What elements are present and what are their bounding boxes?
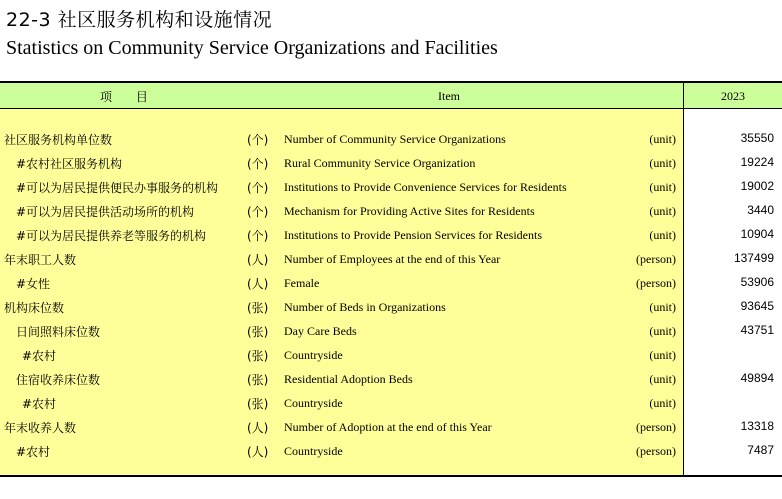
row-value-2023: 3440: [747, 203, 774, 217]
row-unit-en: (unit): [649, 396, 676, 410]
row-unit-en: (unit): [649, 348, 676, 362]
row-unit-en: (unit): [649, 204, 676, 218]
row-unit-en: (unit): [649, 300, 676, 314]
table-row: [0, 127, 782, 151]
row-value-2023: 53906: [740, 275, 774, 289]
row-unit-cn: (张): [247, 349, 269, 363]
row-unit-en: (unit): [649, 228, 676, 242]
row-value-2023: 35550: [740, 131, 774, 145]
table-row: [0, 319, 782, 343]
row-unit-cn: (个): [247, 133, 269, 147]
row-label-cn: #可以为居民提供养老等服务的机构: [16, 229, 207, 243]
row-label-en: Countryside: [284, 396, 343, 410]
table-row: [0, 223, 782, 247]
row-unit-cn: (个): [247, 181, 269, 195]
row-unit-cn: (张): [247, 373, 269, 387]
row-unit-en: (person): [636, 276, 676, 290]
statistics-table: [0, 81, 782, 477]
row-value-2023: 19224: [740, 155, 774, 169]
row-unit-en: (unit): [649, 372, 676, 386]
row-label-cn: 日间照料床位数: [16, 325, 101, 339]
row-value-2023: 10904: [740, 227, 774, 241]
page-title-en: Statistics on Community Service Organizations and Facilities: [6, 37, 498, 59]
row-unit-cn: (张): [247, 325, 269, 339]
row-label-en: Number of Employees at the end of this Year: [284, 252, 501, 266]
row-unit-en: (person): [636, 252, 676, 266]
row-unit-en: (unit): [649, 156, 676, 170]
row-unit-en: (person): [636, 420, 676, 434]
row-label-en: Residential Adoption Beds: [284, 372, 413, 386]
row-label-cn: #农村: [22, 397, 57, 411]
page-title-cn: 22-3 社区服务机构和设施情况: [6, 9, 273, 31]
row-label-cn: #农村社区服务机构: [16, 157, 123, 171]
header-year: 2023: [721, 89, 745, 103]
row-label-cn: #可以为居民提供便民办事服务的机构: [16, 181, 219, 195]
row-unit-cn: (张): [247, 397, 269, 411]
row-unit-cn: (个): [247, 229, 269, 243]
row-unit-cn: (人): [247, 445, 269, 459]
table-header: [0, 83, 782, 109]
row-unit-cn: (个): [247, 205, 269, 219]
table-row: [0, 439, 782, 463]
table-row: [0, 415, 782, 439]
table-row: [0, 199, 782, 223]
row-value-2023: 137499: [733, 251, 774, 265]
row-label-cn: #农村: [22, 349, 57, 363]
row-label-en: Institutions to Provide Convenience Services for Residents: [284, 180, 567, 194]
row-label-en: Mechanism for Providing Active Sites for Residents: [284, 204, 535, 218]
row-unit-en: (unit): [649, 180, 676, 194]
row-label-cn: 年末职工人数: [4, 253, 77, 267]
row-label-en: Countryside: [284, 348, 343, 362]
row-label-cn: #可以为居民提供活动场所的机构: [16, 205, 195, 219]
row-label-cn: #农村: [16, 445, 51, 459]
row-value-2023: 43751: [740, 323, 774, 337]
row-unit-cn: (人): [247, 253, 269, 267]
row-label-cn: 年末收养人数: [4, 421, 77, 435]
row-unit-en: (unit): [649, 324, 676, 338]
table-row: [0, 247, 782, 271]
row-label-en: Number of Community Service Organizations: [284, 132, 506, 146]
row-unit-cn: (张): [247, 301, 269, 315]
row-label-en: Rural Community Service Organization: [284, 156, 476, 170]
row-label-en: Day Care Beds: [284, 324, 357, 338]
row-value-2023: 7487: [747, 443, 774, 457]
table-row: [0, 295, 782, 319]
row-value-2023: 49894: [740, 371, 774, 385]
header-item-cn: 项 目: [100, 90, 158, 104]
row-label-en: Number of Adoption at the end of this Year: [284, 420, 492, 434]
row-unit-en: (person): [636, 444, 676, 458]
row-label-en: Institutions to Provide Pension Services for Residents: [284, 228, 542, 242]
row-value-2023: 93645: [740, 299, 774, 313]
row-label-en: Female: [284, 276, 320, 290]
row-label-cn: #女性: [16, 277, 51, 291]
table-row: [0, 343, 782, 367]
row-label-en: Countryside: [284, 444, 343, 458]
row-unit-en: (unit): [649, 132, 676, 146]
table-row: [0, 151, 782, 175]
row-label-cn: 社区服务机构单位数: [4, 133, 113, 147]
row-unit-cn: (个): [247, 157, 269, 171]
table-row: [0, 271, 782, 295]
row-label-cn: 机构床位数: [4, 301, 65, 315]
row-value-2023: 19002: [740, 179, 774, 193]
row-unit-cn: (人): [247, 421, 269, 435]
row-unit-cn: (人): [247, 277, 269, 291]
table-row: [0, 175, 782, 199]
row-label-en: Number of Beds in Organizations: [284, 300, 446, 314]
row-value-2023: 13318: [740, 419, 774, 433]
row-label-cn: 住宿收养床位数: [16, 373, 101, 387]
table-row: [0, 367, 782, 391]
header-item-en: Item: [438, 89, 460, 103]
table-row: [0, 391, 782, 415]
